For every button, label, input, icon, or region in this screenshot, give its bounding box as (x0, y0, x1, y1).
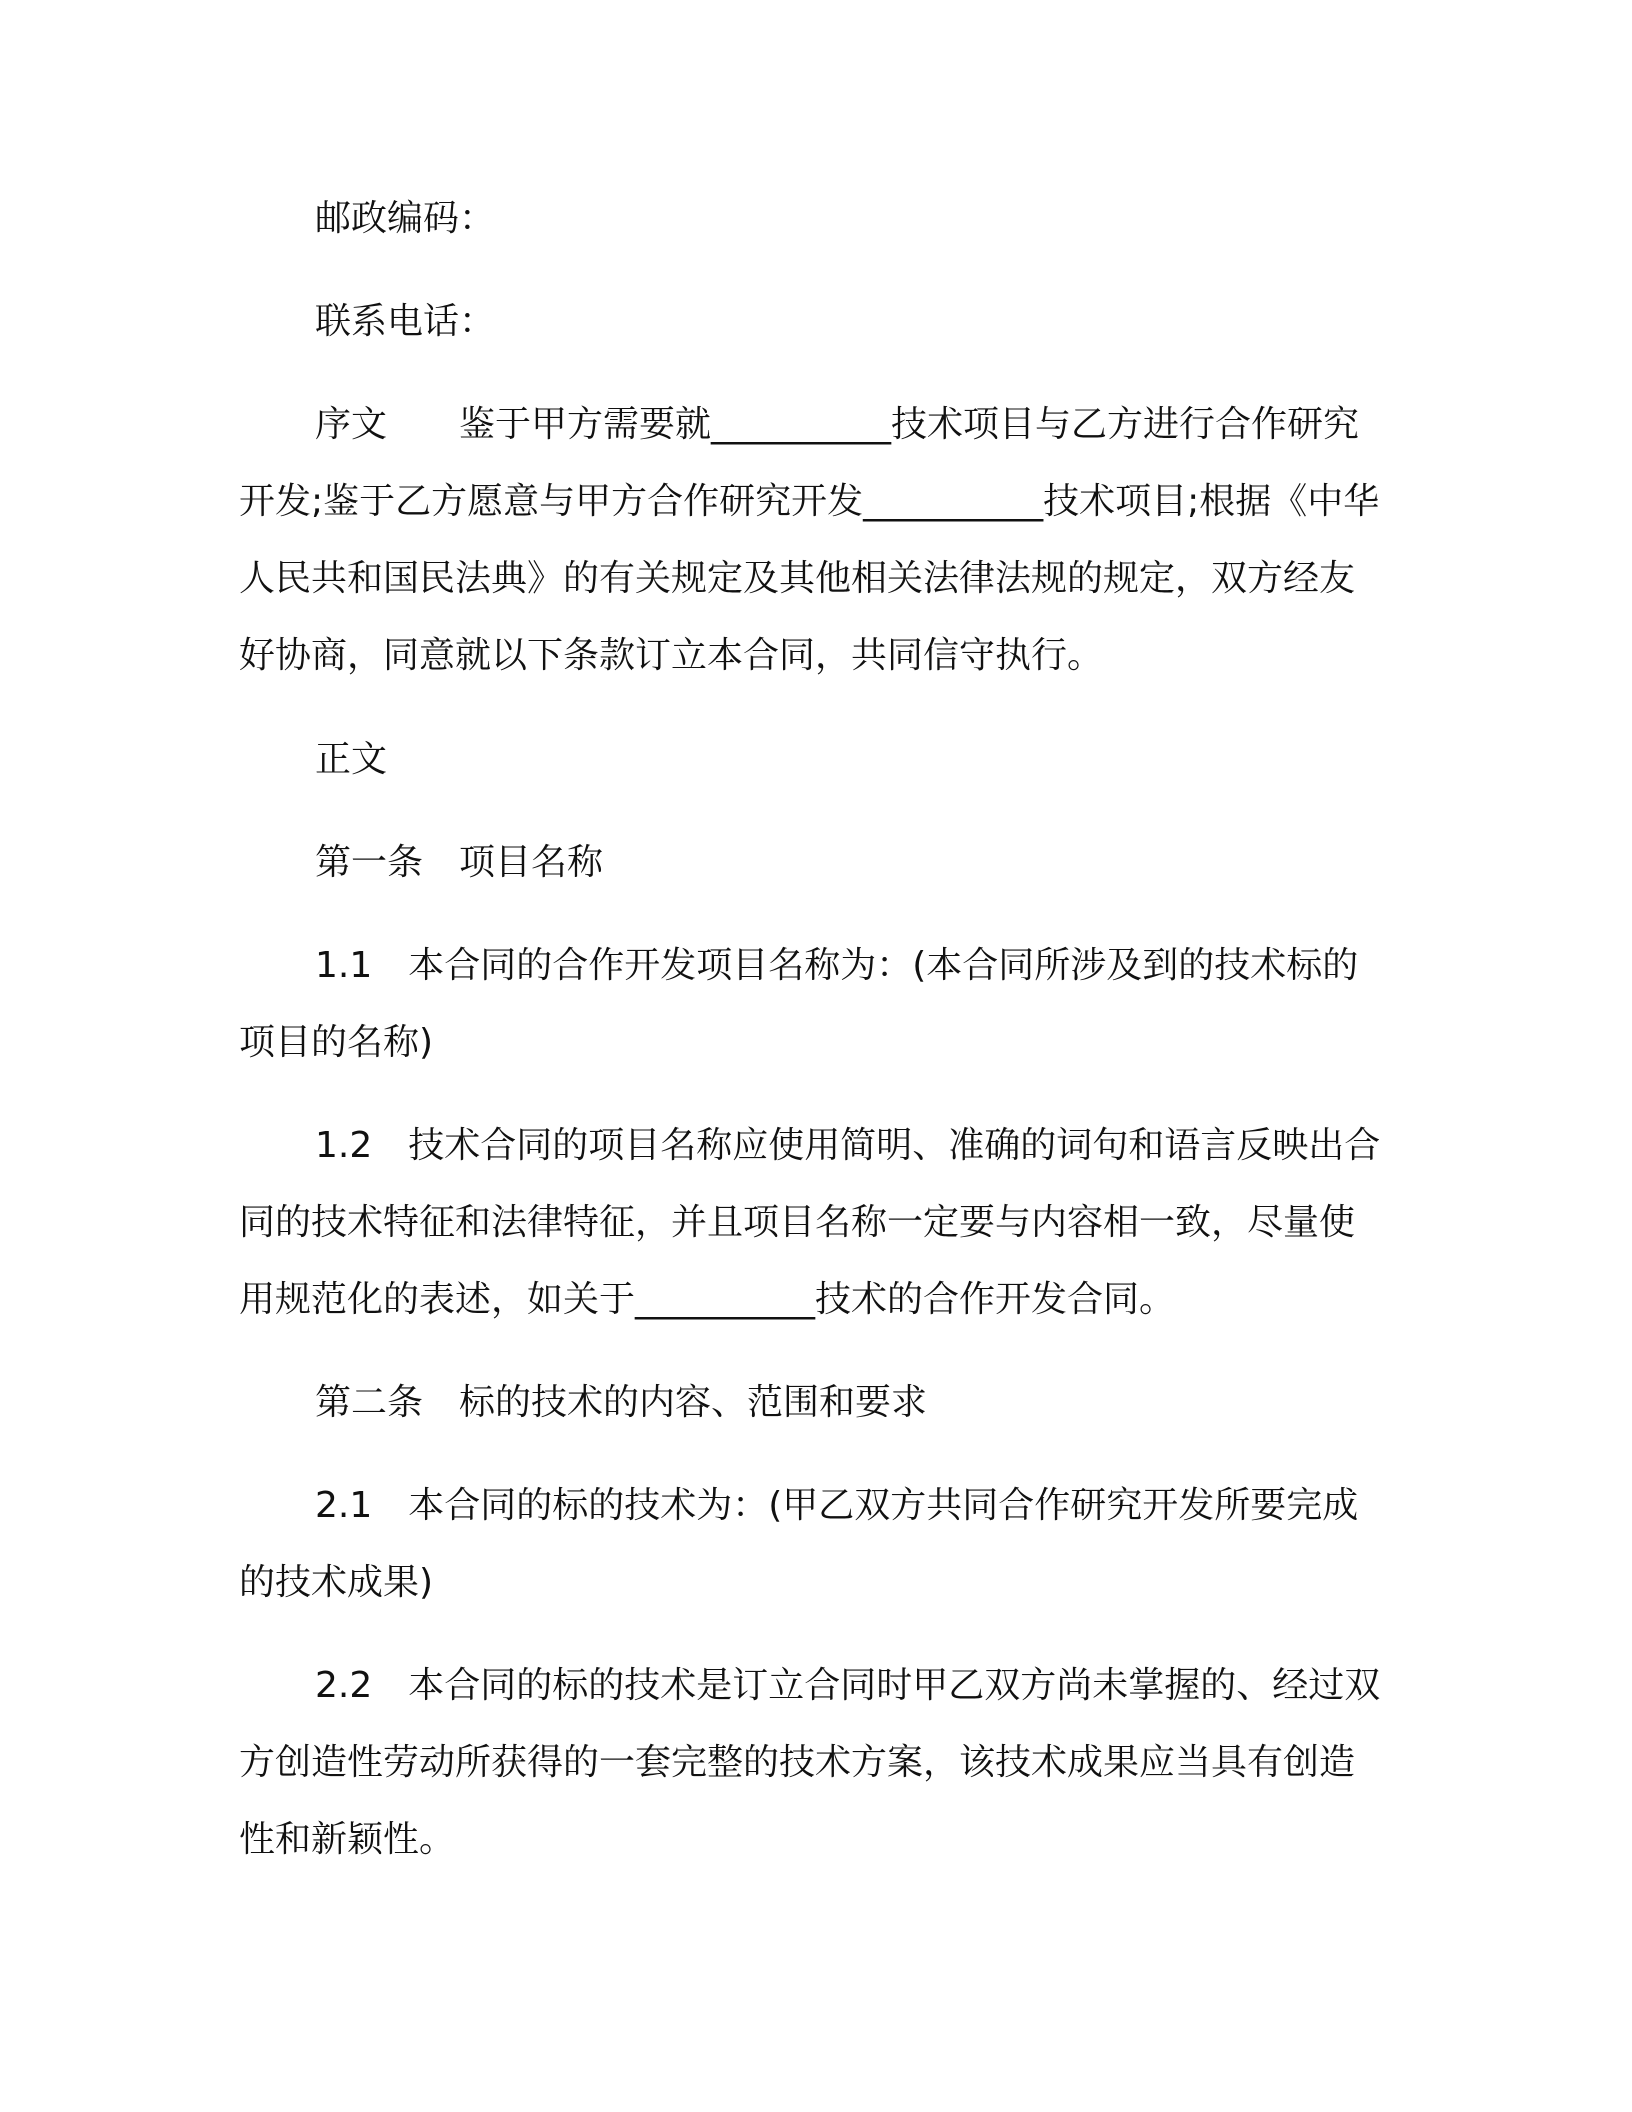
article-2-heading: 第二条 标的技术的内容、范围和要求 (315, 1382, 928, 1423)
clause-1-2: 1.2 技术合同的项目名称应使用简明、准确的词句和语言反映出合同的技术特征和法律特征，并且项目名称一定要与内容相一致，尽量使用规范化的表述，如关于__________技术的合作开发合同。 (239, 1125, 1381, 1320)
clause-2-2: 2.2 本合同的标的技术是订立合同时甲乙双方尚未掌握的、经过双方创造性劳动所获得的一套完整的技术方案，该技术成果应当具有创造性和新颖性。 (239, 1665, 1381, 1860)
preamble-paragraph: 序文 鉴于甲方需要就__________技术项目与乙方进行合作研究开发;鉴于乙方愿意与甲方合作研究开发__________技术项目;根据《中华人民共和国民法典》的有关规定及其他相关法律法规的规定，双方经友好协商，同意就以下条款订立本合同，共同信守执行。 (239, 404, 1380, 676)
document-page (239, 0, 1389, 2112)
article-1-heading: 第一条 项目名称 (315, 842, 604, 883)
postal-code-line: 邮政编码： (315, 198, 496, 239)
clause-2-1: 2.1 本合同的标的技术为：(甲乙双方共同合作研究开发所要完成的技术成果) (239, 1485, 1359, 1603)
phone-line: 联系电话： (315, 301, 496, 342)
main-text-heading: 正文 (315, 739, 388, 780)
clause-1-1: 1.1 本合同的合作开发项目名称为：(本合同所涉及到的技术标的项目的名称) (239, 945, 1359, 1063)
